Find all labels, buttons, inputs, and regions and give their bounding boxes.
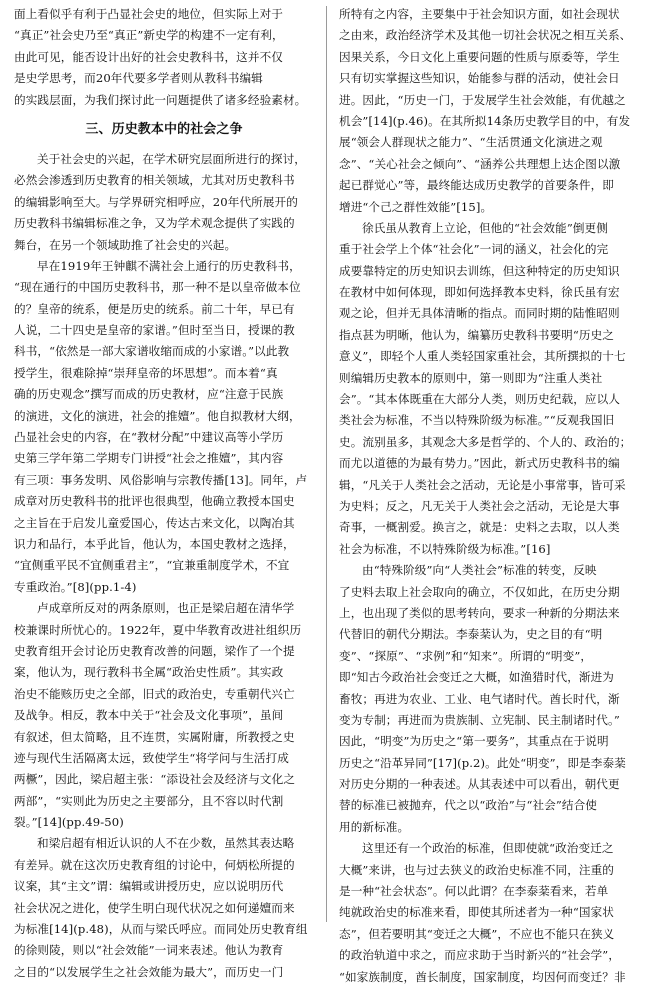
text-line: 代替旧的朝代分期法。李泰棻认为，史之目的有“明 <box>339 627 603 642</box>
text-line: 的演进，文化的演进，社会的推嬗”。他自拟教材大纲， <box>14 408 301 423</box>
text-line: 是一种“社会状态”。何以此谓？在李泰棻看来，若单 <box>339 884 609 899</box>
text-line: 大概”来讲，也与过去狭义的政治史标准不同，注重的 <box>339 862 614 877</box>
text-line: 奇事，一概割爱。换言之，就是：史料之去取，以人类 <box>339 520 620 535</box>
right-paragraph-3 <box>339 838 639 988</box>
text-line: 人说，二十四史是皇帝的家谱。”但时至当日，授课的教 <box>14 323 295 338</box>
left-paragraph-1 <box>14 149 314 256</box>
text-line: 的徐则陵，则以“社会效能”一词来表述。他认为教育 <box>14 943 284 958</box>
text-line: 上，也出现了类似的思考转向，要求一种新的分期法来 <box>339 605 620 620</box>
text-line: 舞台，在另一个领域助推了社会史的兴起。 <box>14 237 237 252</box>
text-line: 之目的“以发展学生之社会效能为最大”，而历史一门 <box>14 964 284 979</box>
text-line: 的？皇帝的统系，便是历史的统系。前二十年，早已有 <box>14 301 295 316</box>
text-line: 类社会为标准，不当以特殊阶级为标准。”“反观我国旧 <box>339 413 615 428</box>
text-line: 两部”，“实则此为历史之主要部分，且不容以时代割 <box>14 793 284 808</box>
text-line: 为史料；反之，凡无关于人类社会之活动，无论是大事 <box>339 498 620 513</box>
text-line: 只有切实掌握这些知识，始能参与群的活动，使社会日 <box>339 71 620 86</box>
text-line: 校兼课时所忧心的。1922年，夏中华教育改进社组织历 <box>14 622 302 637</box>
text-line: 历史之“沿革异同”[17](p.2)。此处“明变”，即是李泰棻 <box>339 755 626 770</box>
text-line: 纯就政治史的标准来看，即使其所述者为一种“国家状 <box>339 905 614 920</box>
text-line: 即“知古今政治社会变迁之大概，如渔猎时代，渐进为 <box>339 670 614 685</box>
text-line: 增进“个己之群性效能”[15]。 <box>339 199 493 214</box>
text-line: 卢成章所反对的两条原则，也正是梁启超在清华学 <box>37 601 295 616</box>
text-line: 则编辑历史教本的原则中，第一则即为“注重人类社 <box>339 370 603 385</box>
text-line: 变”、“探原”、“求例”和“知来”。所谓的“明变”， <box>339 648 593 663</box>
left-paragraph-2 <box>14 256 314 598</box>
text-line: 有叙述，但太简略，且不连贯，实属附庸，所教授之史 <box>14 729 295 744</box>
text-line: 裂。”[14](pp.49-50) <box>14 815 124 830</box>
text-line: 进。因此，“历史一门，于发展学生社会效能，有优越之 <box>339 92 626 107</box>
text-line: 议案，其“主文”谓：编辑或讲授历史，应以说明历代 <box>14 879 284 894</box>
right-column <box>339 4 639 988</box>
text-line: 辑，“凡关于人类社会之活动，无论是小事常事，皆可采 <box>339 477 626 492</box>
text-line: 史。流别虽多，其观念大多是哲学的、个人的、政治的； <box>339 434 632 449</box>
text-line: “真正”社会史乃至“真正”新史学的构建不一定有利， <box>14 28 284 43</box>
text-line: 徐氏虽从教育上立论，但他的“社会效能”倒更侧 <box>362 220 608 235</box>
text-line: 了史料去取上社会取向的确立，不仅如此，在历史分期 <box>339 584 620 599</box>
text-line: 两橛”，因此，梁启超主张：“添设社会及经济与文化之 <box>14 772 296 787</box>
text-line: 这里还有一个政治的标准，但即使就“政治变迁之 <box>362 841 614 856</box>
section-heading: 三、历史教本中的社会之争 <box>85 121 243 137</box>
text-line: 治史不能赅历史之全部，旧式的政治史，专重朝代兴亡 <box>14 686 295 701</box>
text-line: 关于社会史的兴起，在学术研究层面所进行的探讨， <box>37 151 306 166</box>
text-line: 早在1919年王钟麒不满社会上通行的历史教科书， <box>37 258 301 273</box>
text-line: 之主旨在于启发儿童爱国心，传达古来文化，以陶冶其 <box>14 515 295 530</box>
text-line: 社会状况之进化，使学生明白现代状况之如何递嬗而来 <box>14 900 295 915</box>
text-line: 念”、“关心社会之倾向”、“涵养公共理想上达企图以激 <box>339 156 621 171</box>
text-line: “宜侧重平民不宜侧重君主”，“宜兼重制度学术，不宜 <box>14 558 290 573</box>
text-line: 替的标准已被抛弃，代之以“政治”与“社会”结合使 <box>339 798 597 813</box>
text-line: 历史教科书编辑标准之争，又为学术观念提供了实践的 <box>14 216 295 231</box>
text-line: 必然会渗透到历史教育的相关领域，尤其对历史教科书 <box>14 173 295 188</box>
text-line: 专重政治。”[8](pp.1-4) <box>14 579 137 594</box>
text-line: 的编辑影响至大。与学界研究相呼应，20年代所展开的 <box>14 194 298 209</box>
text-line: 是史学思考，而20年代要多学者则从教科书编辑 <box>14 71 263 86</box>
text-line: 史教育组开会讨论历史教育改善的问题，梁作了一个提 <box>14 643 295 658</box>
left-column <box>14 4 314 983</box>
text-line: 的政治轨道中求之，而应求助于当时新兴的“社会学”， <box>339 948 621 963</box>
text-line: 有三项：事务发明、风俗影响与宗教传播[13]。同年，卢 <box>14 472 308 487</box>
text-line: 授学生，很难除掉“崇拜皇帝的坏思想”。而本着“真 <box>14 365 278 380</box>
text-line: 畜牧；再进为农业、工业、电气诸时代。酋长时代，渐 <box>339 691 620 706</box>
text-line: 对历史分期的一种表述。从其表述中可以看出，朝代更 <box>339 777 620 792</box>
text-line: 科书，“依然是一部大家谱收缩而成的小家谱。”以此教 <box>14 344 290 359</box>
text-line: 有差异。就在这次历史教育组的讨论中，何炳松所提的 <box>14 857 295 872</box>
text-line: 机会”[14](p.46)。在其所拟14条历史教学目的中，有发 <box>339 113 631 128</box>
left-paragraph-4 <box>14 833 314 983</box>
text-line: 展“领会人群现状之能力”、“生活贯通文化演进之观 <box>339 135 603 150</box>
text-line: 确的历史观念”撰写而成的历史教材，应“注意于民族 <box>14 387 284 402</box>
text-line: 识力和品行，本乎此旨，他认为，本国史教材之选择， <box>14 536 295 551</box>
text-line: 迹与现代生活隔离太远，致使学生“将学问与生活打成 <box>14 750 289 765</box>
text-line: 意义”，即轻个人重人类轻国家重社会，其所撰拟的十七 <box>339 349 626 364</box>
text-line: 因果关系，今日文化上重要问题的性质与原委等，学生 <box>339 49 620 64</box>
text-line: 而尤以道德的为最有势力。”因此，新式历史教科书的编 <box>339 456 620 471</box>
text-line: 变为专制；再进而为贵族制、立宪制、民主制诸时代。” <box>339 712 620 727</box>
text-line: 所特有之内容，主要集中于社会知识方面，如社会现状 <box>339 7 620 21</box>
text-line: “如家族制度，酋长制度，国家制度，均因何而变迁？非 <box>339 969 626 984</box>
text-line: 为标准[14](p.48)，从而与梁氏呼应。而同处历史教育组 <box>14 922 308 937</box>
text-line: 之由来，政治经济学术及其他一切社会状况之相互关系、 <box>339 28 632 43</box>
text-line: 会”。“其本体既重在大部分人类，则历史纪载，应以人 <box>339 392 621 407</box>
right-paragraph-2 <box>339 560 639 838</box>
left-paragraph-0 <box>14 4 314 111</box>
left-paragraph-3 <box>14 598 314 833</box>
text-line: 成章对历史教科书的批评也很典型，他确立教授本国史 <box>14 494 295 509</box>
text-line: 由此可见，能否设计出好的社会史教科书，这并不仅 <box>14 49 283 64</box>
column-divider <box>326 6 327 922</box>
text-line: 重于社会学上个体“社会化”一词的涵义，社会化的完 <box>339 242 609 257</box>
text-line: 案，他认为，现行教科书全属“政治史性质”。其实政 <box>14 665 284 680</box>
text-line: 态”，但若要明其“变迁之大概”，不应也不能只在狭义 <box>339 926 615 941</box>
text-line: 因此，“明变”为历史之“第一要务”，其重点在于说明 <box>339 734 609 749</box>
right-paragraph-1 <box>339 218 639 560</box>
text-line: 用的新标准。 <box>339 819 410 834</box>
text-line: “现在通行的中国历史教科书，那一种不是以皇帝做本位 <box>14 280 301 295</box>
text-line: 观之论，但并无具体清晰的指点。而同时期的陆惟昭则 <box>339 306 620 321</box>
text-line: 面上看似乎有利于凸显社会史的地位，但实际上对于 <box>14 7 283 21</box>
right-paragraph-0 <box>339 4 639 218</box>
text-line: 和梁启超有相近认识的人不在少数，虽然其表达略 <box>37 836 295 851</box>
text-line: 社会为标准，不以特殊阶级为标准。”[16] <box>339 541 551 556</box>
text-line: 由“特殊阶级”向“人类社会”标准的转变，反映 <box>362 563 597 578</box>
text-line: 起已群觉心”等，最终能达成历史教学的首要条件，即 <box>339 178 614 193</box>
text-line: 史第三学年第二学期专门讲授“社会之推嬗”，其内容 <box>14 451 284 466</box>
text-line: 凸显社会史的内容，在“教材分配”中建议高等小学历 <box>14 430 284 445</box>
text-line: 的实践层面，为我们探讨此一问题提供了诸多经验素材。 <box>14 92 307 107</box>
text-line: 及战争。相反，教本中关于“社会及文化事项”，虽间 <box>14 708 284 723</box>
text-line: 在教材中如何体现，即如何选择教本史料，徐氏虽有宏 <box>339 285 620 300</box>
text-line: 指点甚为明晰，他认为，编纂历史教科书要明“历史之 <box>339 327 614 342</box>
text-line: 成要靠特定的历史知识去训练，但这种特定的历史知识 <box>339 263 620 278</box>
